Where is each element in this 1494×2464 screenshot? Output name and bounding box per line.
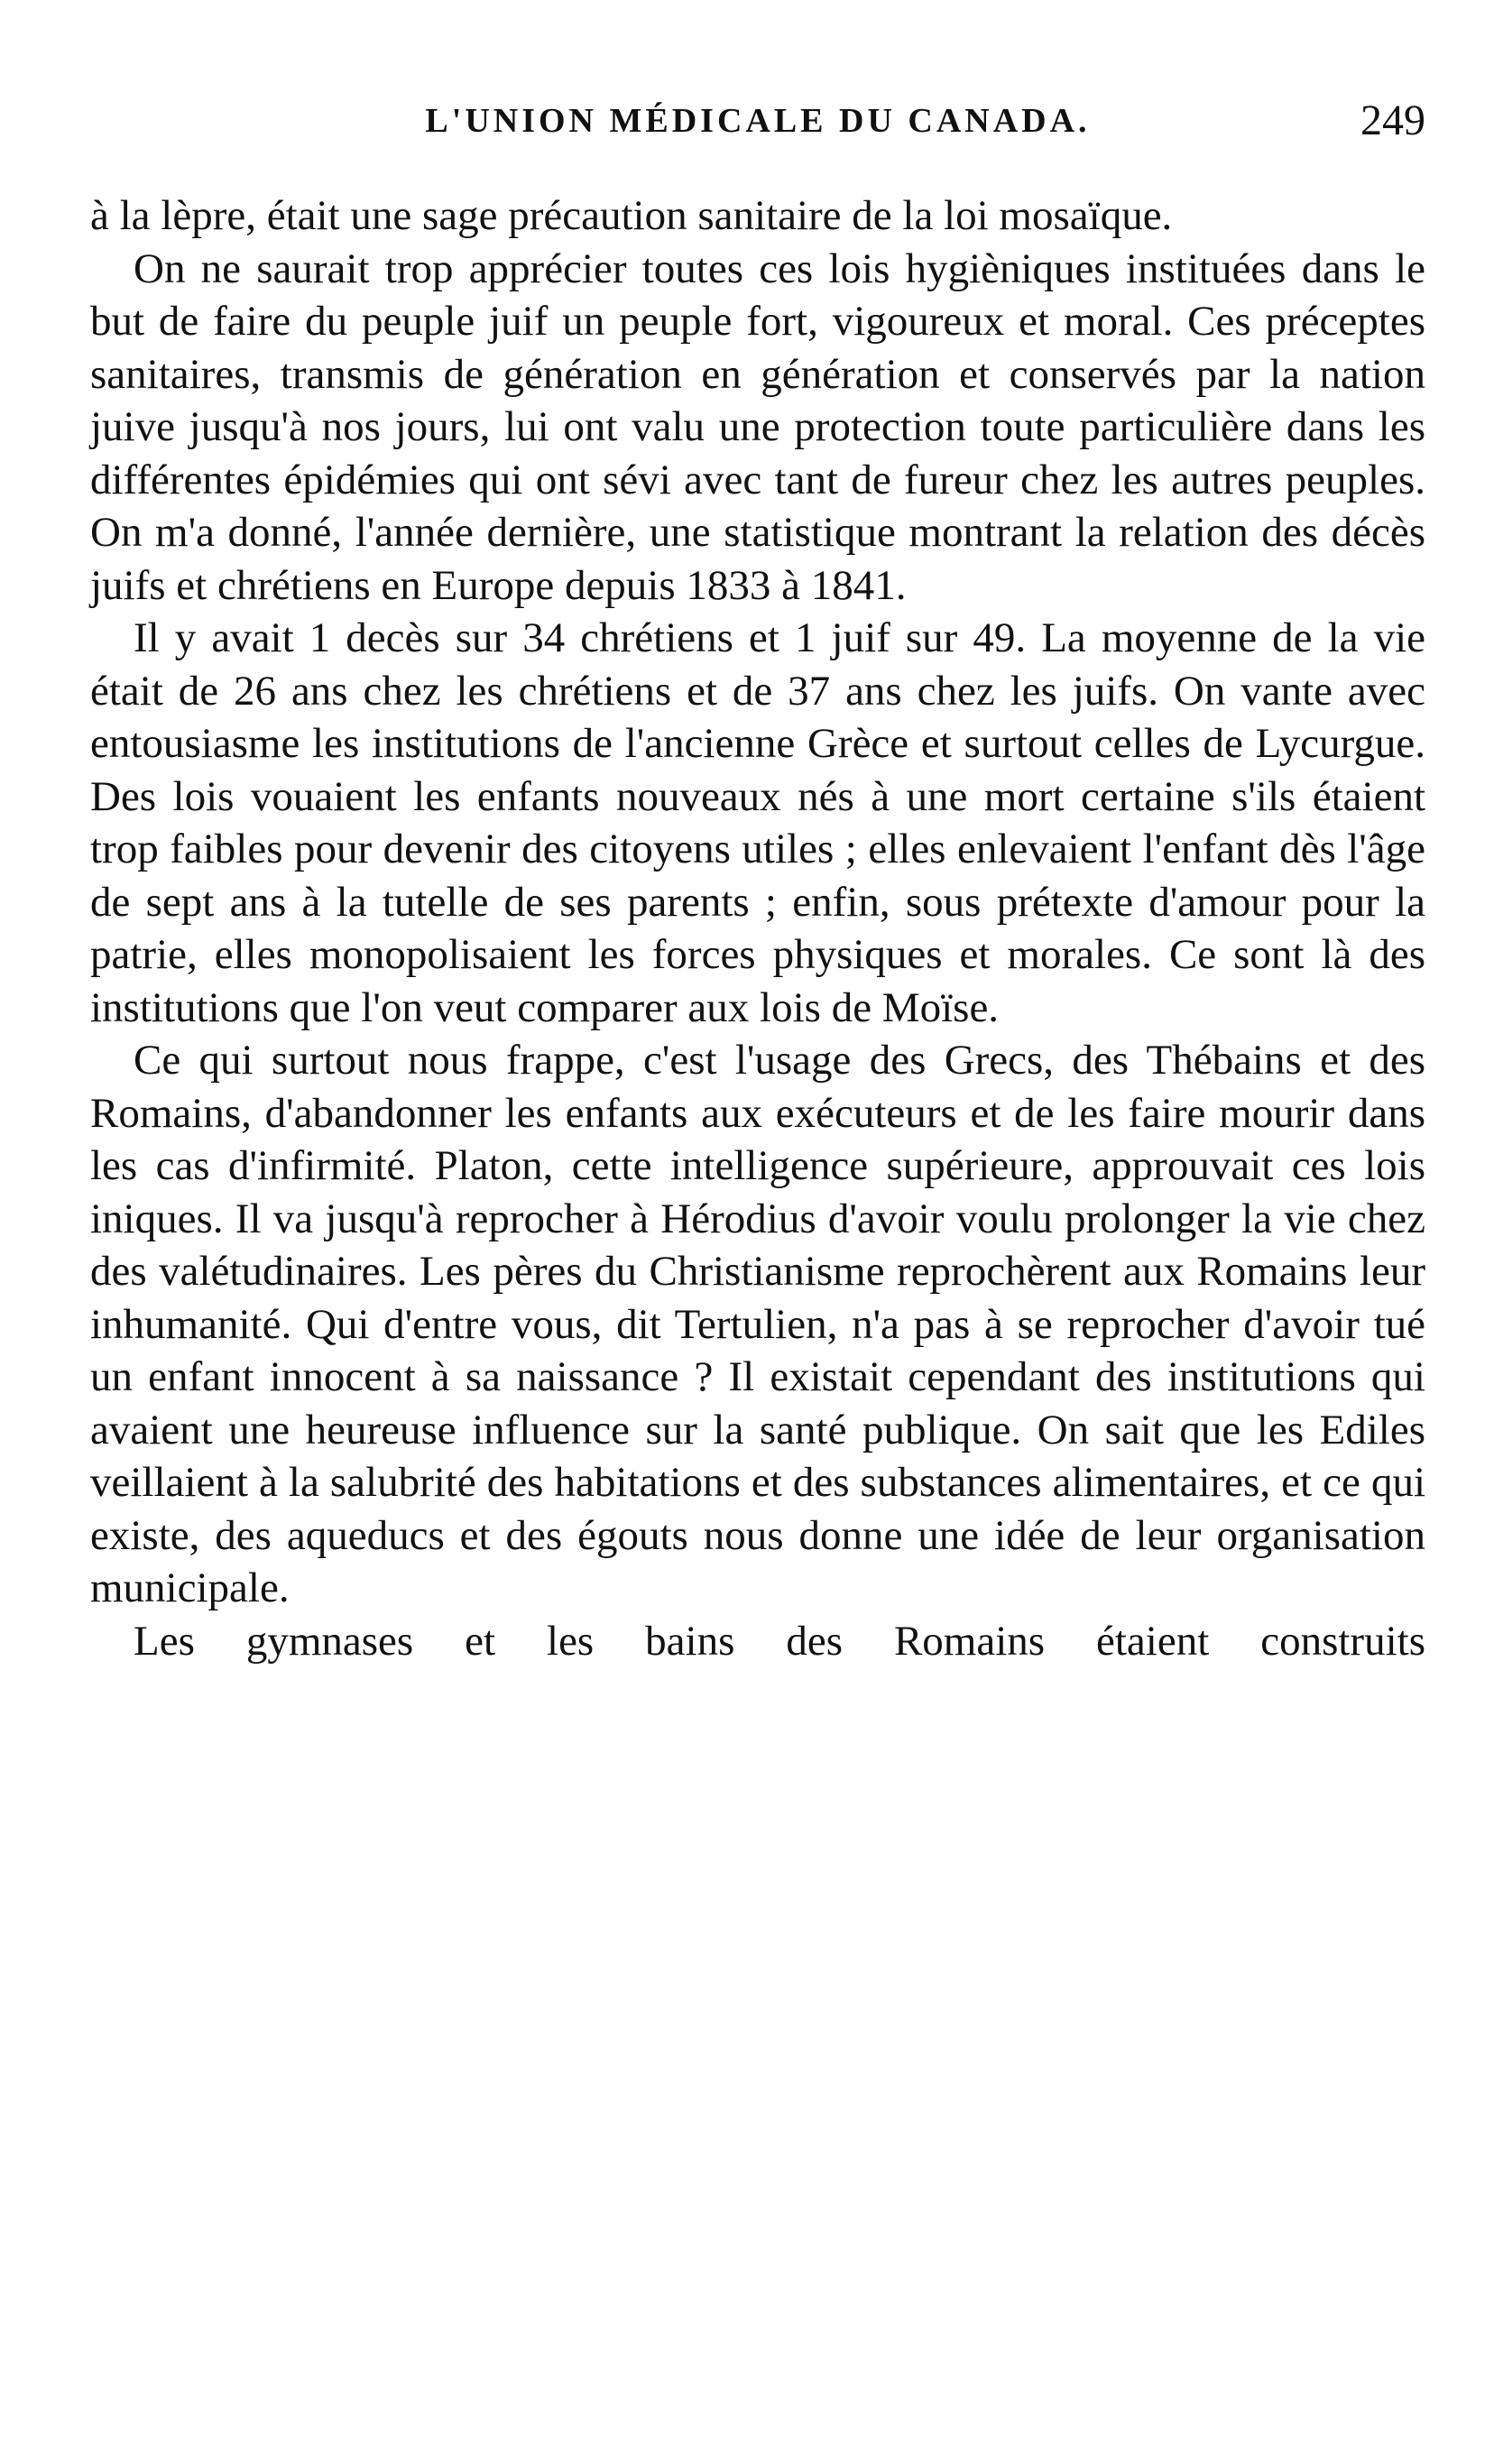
page-number: 249 [1360, 97, 1425, 144]
paragraph-5: Les gymnases et les bains des Romains étaient construits [134, 1617, 1425, 1665]
paragraph-3: Il y avait 1 decès sur 34 chrétiens et 1 juif sur 49. La moyenne de la vie était de 26 ans chez les chrétiens et de 37 ans chez les juifs. On vante avec entousiasme les institutions de l'ancienne Grèce et surtout celles de Lycurgue. Des lois vouaient les enfants nouveaux nés à une mort certaine s'ils étaient trop faibles pour devenir des citoyens utiles ; elles enlevaient l'enfant dès l'âge de sept ans à la tutelle de ses parents ; enfin, sous prétexte d'amour pour la patrie, elles monopolisaient les forces physiques et morales. Ce sont là des institutions que l'on veut comparer aux lois de Moïse. [90, 614, 1425, 1031]
paragraph-1: à la lèpre, était une sage précaution sanitaire de la loi mosaïque. [90, 192, 1173, 239]
body-text [90, 189, 1425, 1667]
journal-title: L'UNION MÉDICALE DU CANADA. [425, 102, 1091, 140]
paragraph-4: Ce qui surtout nous frappe, c'est l'usage des Grecs, des Thébains et des Romains, d'abandonner les enfants aux exécuteurs et de les faire mourir dans les cas d'infirmité. Platon, cette intelligence supérieure, approuvait ces lois iniques. Il va jusqu'à reprocher à Hérodius d'avoir voulu prolonger la vie chez des valétudinaires. Les pères du Christianisme reprochèrent aux Romains leur inhumanité. Qui d'entre vous, dit Tertulien, n'a pas à se reprocher d'avoir tué un enfant innocent à sa naissance ? Il existait cependant des institutions qui avaient une heureuse influence sur la santé publique. On sait que les Ediles veillaient à la salubrité des habitations et des substances alimentaires, et ce qui existe, des aqueducs et des égouts nous donne une idée de leur organisation municipale. [90, 1037, 1425, 1611]
running-head [90, 97, 1425, 155]
paragraph-2: On ne saurait trop apprécier toutes ces lois hygièniques instituées dans le but de faire du peuple juif un peuple fort, vigoureux et moral. Ces préceptes sanitaires, transmis de génération en génération et conservés par la nation juive jusqu'à nos jours, lui ont valu une protection toute particulière dans les différentes épidémies qui ont sévi avec tant de fureur chez les autres peuples. On m'a donné, l'année dernière, une statistique montrant la relation des décès juifs et chrétiens en Europe depuis 1833 à 1841. [90, 245, 1425, 609]
